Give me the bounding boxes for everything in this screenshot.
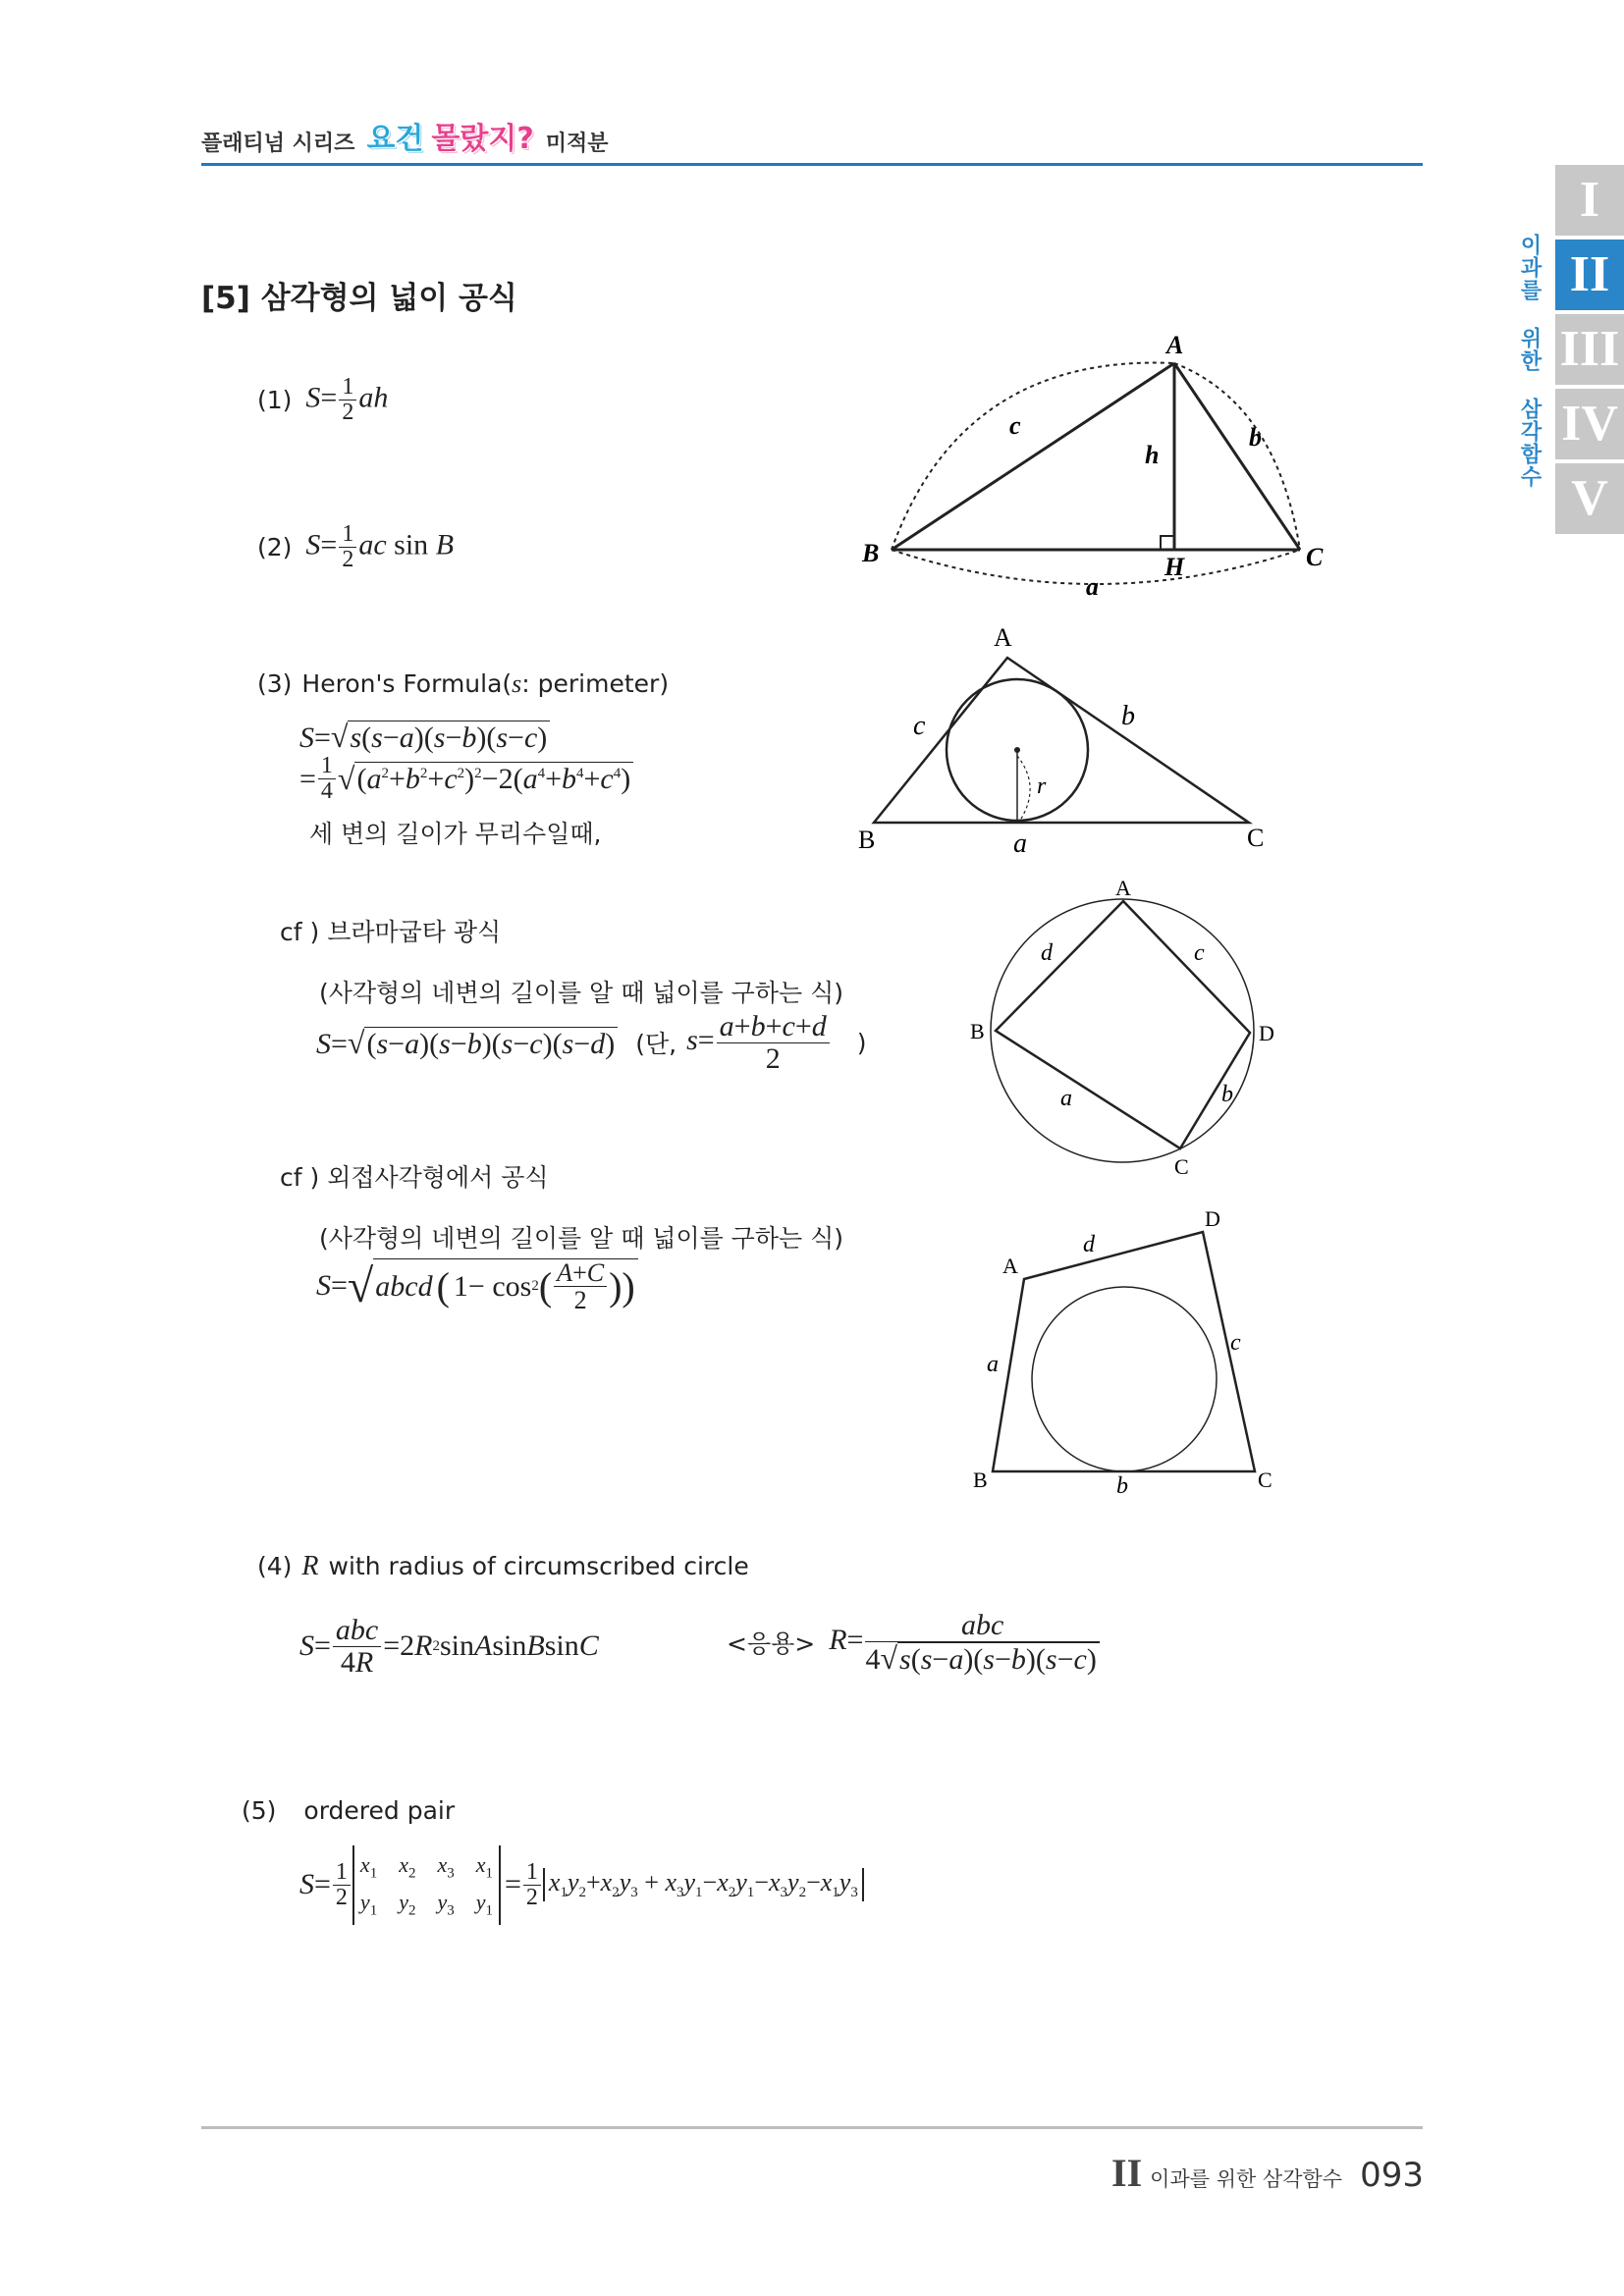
- item-4-var: R: [301, 1551, 319, 1581]
- item-5-heading: [242, 1796, 455, 1825]
- fig3-label-B: B: [970, 1019, 985, 1043]
- heron-formula-line1: S=√s(s−a)(s−b)(s−c): [299, 719, 550, 755]
- fig3-label-c: c: [1194, 940, 1205, 966]
- fig4-label-D: D: [1205, 1206, 1220, 1231]
- fig2-label-B: B: [858, 826, 876, 854]
- side-tab-strip: [1555, 165, 1624, 534]
- fig4-label-c: c: [1230, 1330, 1241, 1356]
- cf2-title: cf ) 외접사각형에서 공식: [280, 1163, 549, 1192]
- formula-1-expr: S= $\frac{1}{2}$ ah: [305, 374, 389, 426]
- item-4-text: with radius of circumscribed circle: [328, 1552, 749, 1580]
- fig1-label-h: h: [1145, 441, 1160, 469]
- fig2-label-a: a: [1013, 828, 1027, 859]
- fig2-label-r: r: [1037, 774, 1047, 799]
- item-1-number: (1): [257, 386, 293, 415]
- logo-word-1: 요건: [366, 122, 424, 156]
- brahmagupta-formula: S=√(s−a)(s−b)(s−c)(s−d) (단, s= $\frac{a+b+c+d}{2}$ ): [316, 1010, 867, 1075]
- fig2-label-A: A: [994, 623, 1012, 652]
- item-3-number: (3): [257, 669, 293, 698]
- application-label: <응용>: [727, 1629, 816, 1659]
- shoelace-formula: S = $\frac{1}{2}$ $x_1$ $x_2$ $x_3$ $x_1$ $y_1$ $y_2$ $y_3$ $y_1$ = $\frac{1}{2}$ $x_1y_2+x_2y_3 + x_3y_1-x_2y_1-x_3y_2-x_1y_3$: [299, 1845, 864, 1925]
- fig2-label-c: c: [913, 711, 926, 741]
- fig4-label-A: A: [1002, 1254, 1018, 1278]
- cf1-title: cf ) 브라마굽타 광식: [280, 918, 502, 946]
- footer-chapter: 이과를 위한 삼각함수: [1150, 2167, 1343, 2191]
- fig4-label-C: C: [1258, 1468, 1272, 1492]
- fig1-label-A: A: [1166, 331, 1184, 359]
- fig3-label-C: C: [1174, 1154, 1189, 1179]
- figure-cyclic-quadrilateral: [962, 874, 1286, 1188]
- side-tab-2-active[interactable]: II: [1555, 240, 1624, 310]
- footer-rule: [201, 2126, 1423, 2129]
- tangential-formula: S = √ abcd ( 1− cos 2 ( $\frac{A+C}{2}$ )): [316, 1258, 638, 1314]
- fig4-label-B: B: [973, 1468, 988, 1492]
- item-4-number: (4): [257, 1552, 293, 1580]
- fig2-label-C: C: [1247, 824, 1265, 852]
- fig1-label-C: C: [1306, 543, 1324, 571]
- side-chapter-label: 이과를 위한 삼각함수: [1517, 234, 1542, 488]
- fig3-label-d: d: [1041, 940, 1053, 966]
- subject-name: 미적분: [545, 132, 609, 156]
- fig4-label-b: b: [1116, 1473, 1128, 1497]
- series-prefix: 플래티넘 시리즈: [201, 132, 355, 156]
- side-tab-4[interactable]: IV: [1555, 389, 1624, 459]
- logo-word-2: 몰랐지?: [431, 122, 534, 156]
- fig1-label-b: b: [1249, 423, 1262, 452]
- footer: [1110, 2150, 1424, 2196]
- section-title: [5] 삼각형의 넓이 공식: [201, 281, 517, 316]
- cf2-subtitle: (사각형의 네변의 길이를 알 때 넓이를 구하는 식): [319, 1224, 843, 1253]
- item-3-heading: [257, 669, 669, 699]
- cf1-subtitle: (사각형의 네변의 길이를 알 때 넓이를 구하는 식): [319, 979, 843, 1007]
- side-tab-5[interactable]: V: [1555, 463, 1624, 534]
- item-3-var: s: [512, 669, 522, 698]
- item-3-text: Heron's Formula(: [301, 669, 513, 698]
- fig3-label-D: D: [1259, 1021, 1274, 1045]
- item-4-heading: [257, 1551, 749, 1582]
- header-rule: [201, 163, 1423, 166]
- circumradius-application: <응용> R= $\frac{\text{abc}}{4√s(s-a)(s-b)(s-c)}$: [727, 1610, 1102, 1675]
- fig1-label-a: a: [1086, 572, 1099, 601]
- item-3-text2: : perimeter): [521, 669, 670, 698]
- heron-formula-line2: = $\frac{1}{4}$ √ $(a^2+b^2+c^2)^2-2(a^4+b^4+c^4)$: [299, 754, 633, 804]
- brahmagupta-condition: (단,: [635, 1030, 677, 1058]
- fig1-label-c: c: [1009, 411, 1021, 440]
- fig2-label-b: b: [1121, 701, 1135, 731]
- circumradius-formula: S = $\frac{\text{abc}}{4R}$ =2 R 2 sin A sin B sin C: [299, 1614, 599, 1679]
- item-5-text: ordered pair: [303, 1796, 456, 1825]
- figure-triangle-height: [844, 324, 1355, 609]
- side-tab-1[interactable]: I: [1555, 165, 1624, 236]
- fig4-label-a: a: [987, 1352, 999, 1377]
- fig3-label-b: b: [1221, 1082, 1233, 1107]
- heron-note: 세 변의 길이가 무리수일때,: [309, 820, 602, 848]
- item-2-number: (2): [257, 533, 293, 562]
- side-tab-3[interactable]: III: [1555, 314, 1624, 385]
- fig4-label-d: d: [1083, 1232, 1095, 1257]
- figure-tangential-quadrilateral: [967, 1202, 1291, 1497]
- formula-1: [257, 375, 388, 425]
- footer-roman: II: [1111, 2151, 1143, 2195]
- page-number: 093: [1360, 2156, 1424, 2195]
- figure-incircle-triangle: [844, 618, 1296, 864]
- fig1-label-H: H: [1164, 553, 1185, 581]
- formula-2-expr: S= $\frac{1}{2}$ ac sin B: [305, 521, 455, 573]
- fig1-label-B: B: [862, 539, 880, 567]
- running-header: [201, 108, 609, 157]
- formula-2: [257, 522, 454, 572]
- fig3-label-a: a: [1060, 1086, 1072, 1111]
- fig3-label-A: A: [1115, 876, 1131, 900]
- item-5-number: (5): [242, 1796, 277, 1825]
